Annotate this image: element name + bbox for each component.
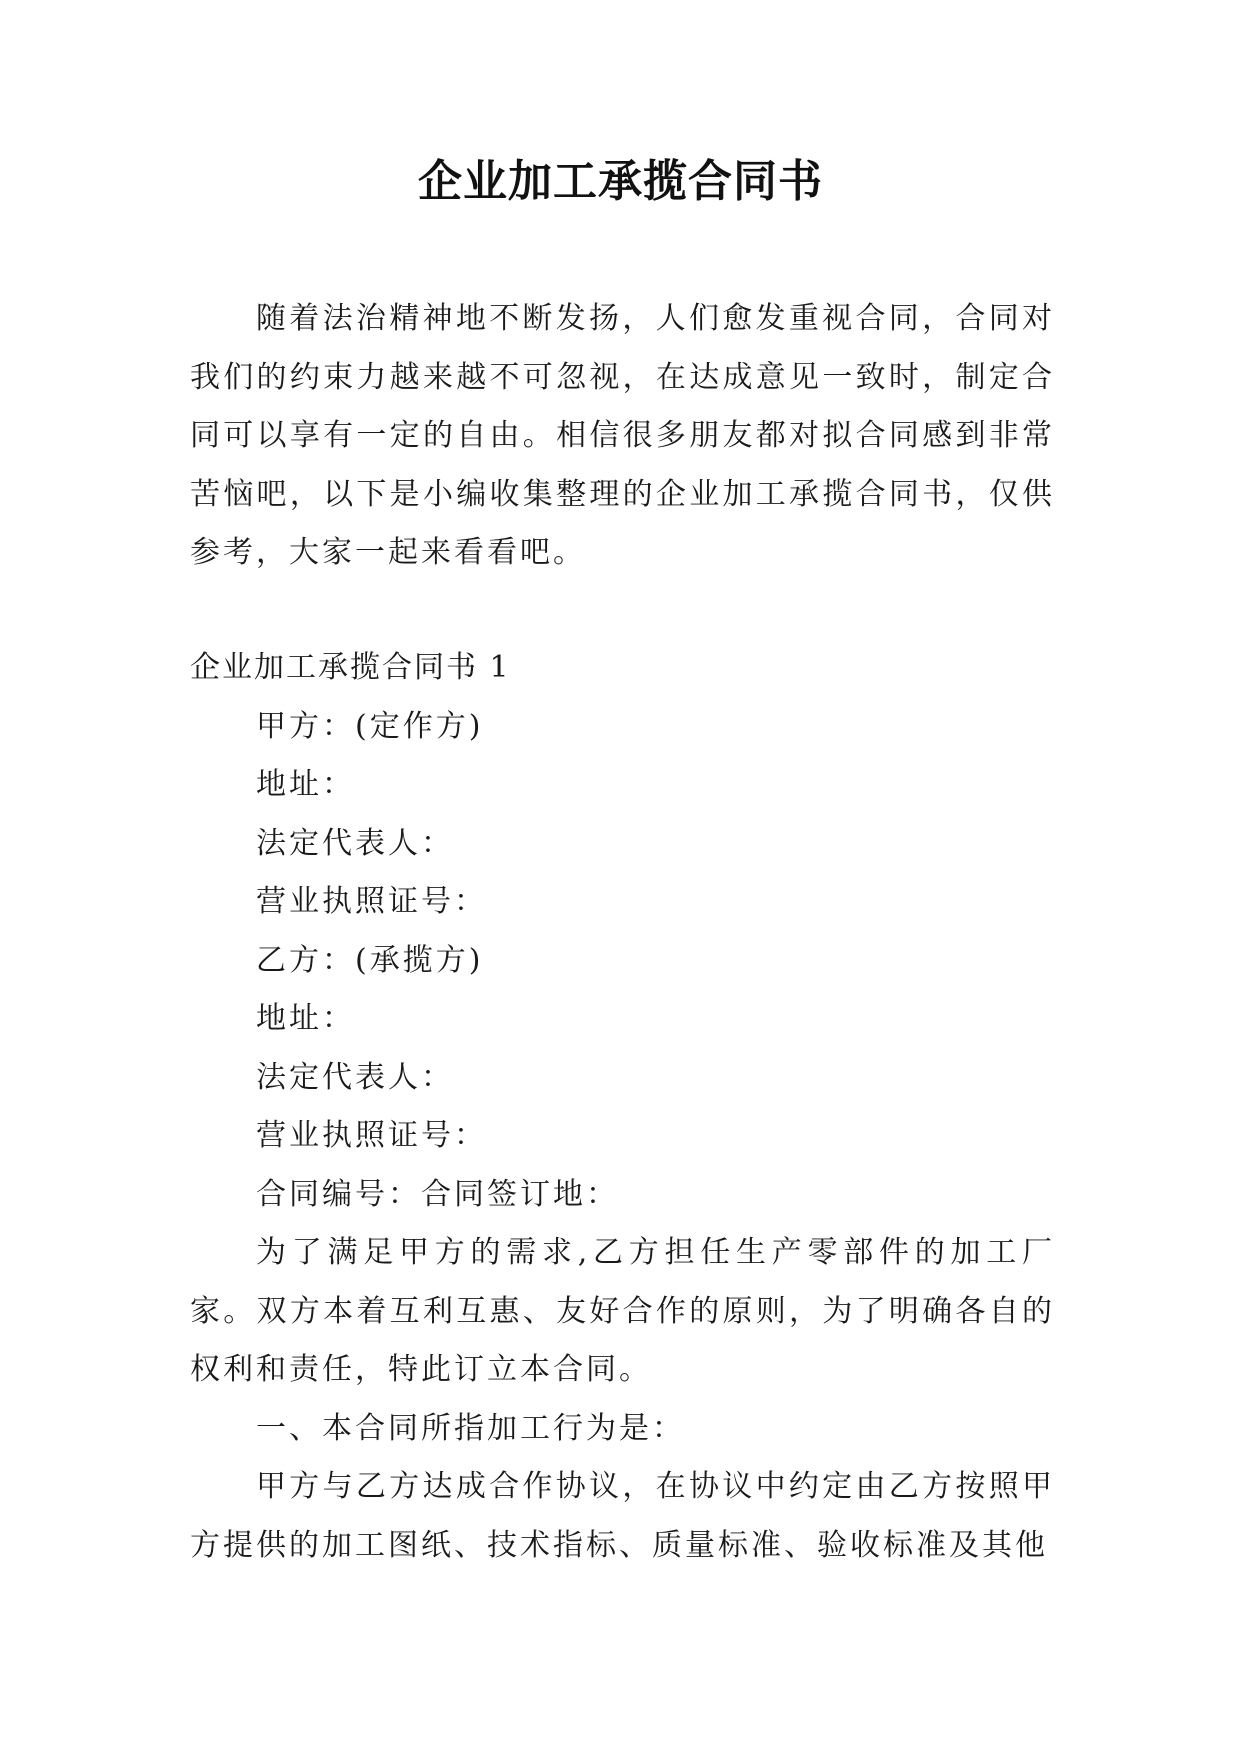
contract-body [190,639,1055,1575]
section-title: 企业加工承揽合同书 1 [190,650,511,685]
party-b-representative-line: 法定代表人： [256,1059,454,1095]
party-a-representative-line: 法定代表人： [256,825,454,861]
clause-1-heading: 一、本合同所指加工行为是： [256,1410,685,1446]
contract-number-line: 合同编号：合同签订地： [256,1176,619,1212]
purpose-paragraph: 为了满足甲方的需求,乙方担任生产零部件的加工厂家。双方本着互利互惠、友好合作的原则，为了明确各自的权利和责任，特此订立本合同。 [190,1235,1055,1387]
document-title: 企业加工承揽合同书 [418,156,823,207]
party-a-address-line: 地址： [256,767,355,802]
party-b-address-line: 地址： [256,1001,355,1036]
party-b-license-line: 营业执照证号： [256,1118,487,1153]
party-b-line: 乙方：(承揽方) [256,942,484,978]
intro-paragraph: 随着法治精神地不断发扬，人们愈发重视合同，合同对我们的约束力越来越不可忽视，在达成意见一致时，制定合同可以享有一定的自由。相信很多朋友都对拟合同感到非常苦恼吧，以下是小编收集整理的企业加工承揽合同书，仅供参考，大家一起来看看吧。 [190,301,1055,570]
party-a-line: 甲方：(定作方) [256,708,484,744]
party-a-license-line: 营业执照证号： [256,884,487,919]
clause-1-text: 甲方与乙方达成合作协议，在协议中约定由乙方按照甲方提供的加工图纸、技术指标、质量标准、验收标准及其他 [190,1469,1055,1563]
